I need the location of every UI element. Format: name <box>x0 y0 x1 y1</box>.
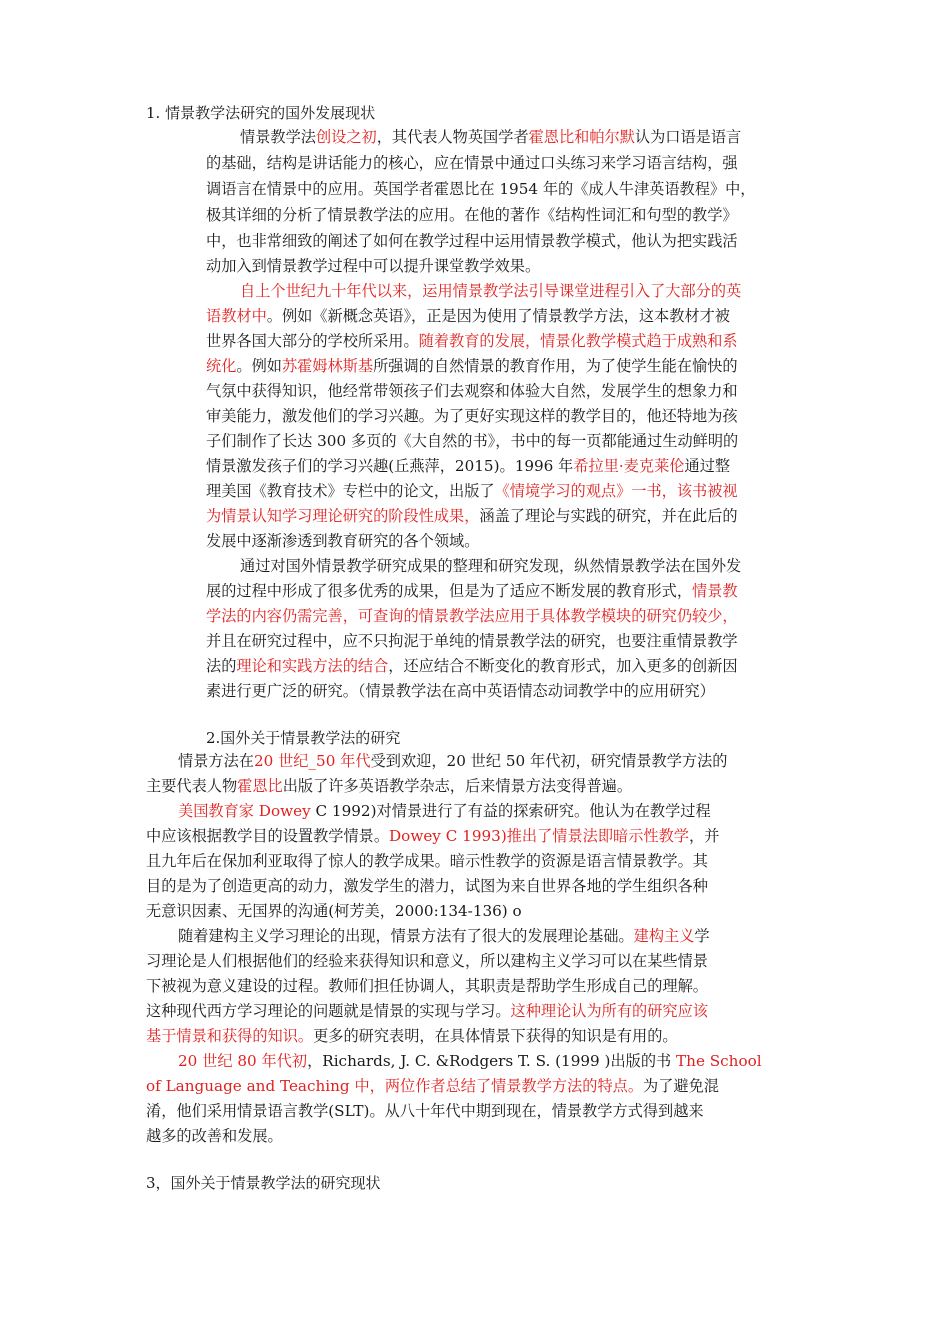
s1-p3-line1: 通过对国外情景教学研究成果的整理和研究发现，纵然情景教学法在国外发 <box>240 557 742 575</box>
s2-p1-line1: 情景方法在20 世纪_50 年代受到欢迎，20 世纪 50 年代初，研究情景教学方法的 <box>178 752 728 770</box>
s1-p1-line3: 调语言在情景中的应用。英国学者霍恩比在 1954 年的《成人牛津英语教程》中， <box>206 180 756 198</box>
s1-p3-line5: 法的理论和实践方法的结合，还应结合不断变化的教育形式，加入更多的创新因 <box>206 657 738 675</box>
s2-p3-line1: 随着建构主义学习理论的出现，情景方法有了很大的发展理论基础。建构主义学 <box>178 927 710 945</box>
s2-p3-line3: 下被视为意义建设的过程。教师们担任协调人，其职责是帮助学生形成自己的理解。 <box>146 977 708 995</box>
s1-p2-line9: 理美国《教育技术》专栏中的论文，出版了《情境学习的观点》一书，该书被视 <box>206 482 738 500</box>
text-run: 情景教学法 <box>240 128 316 146</box>
s1-p2-line7: 子们制作了长达 300 多页的《大自然的书》，书中的每一页都能通过生动鲜明的 <box>206 432 739 450</box>
s1-p1-line6: 动加入到情景教学过程中可以提升课堂教学效果。 <box>206 257 541 275</box>
text-run: 认为口语是语言 <box>634 128 742 146</box>
s1-p1-line1 <box>240 127 741 147</box>
s2-p4-line3: 淆，他们采用情景语言教学(SLT)。从八十年代中期到现在，情景教学方式得到越来 <box>146 1102 704 1120</box>
s2-p1-line2: 主要代表人物霍恩比出版了许多英语教学杂志，后来情景方法变得普遍。 <box>146 777 632 795</box>
s2-p2-line5: 无意识因素、无国界的沟通(柯芳美，2000:134-136) o <box>146 902 522 920</box>
s1-p1-line2: 的基础，结构是讲话能力的核心，应在情景中通过口头练习来学习语言结构，强 <box>206 154 738 172</box>
s1-p3-line6: 素进行更广泛的研究。（情景教学法在高中英语情态动词教学中的应用研究） <box>206 682 715 700</box>
s2-p3-line2: 习理论是人们根据他们的经验来获得知识和意义，所以建构主义学习可以在某些情景 <box>146 952 708 970</box>
highlight-run: 霍恩比和帕尔默 <box>528 128 635 146</box>
s2-p3-line4: 这种现代西方学习理论的问题就是情景的实现与学习。这种理论认为所有的研究应该 <box>146 1002 708 1020</box>
s1-p3-line2: 展的过程中形成了很多优秀的成果，但是为了适应不断发展的教育形式，情景教 <box>206 582 738 600</box>
s1-p2-line4: 统化。例如苏霍姆林斯基所强调的自然情景的教育作用，为了使学生能在愉快的 <box>206 357 738 375</box>
s1-p1-line4: 极其详细的分析了情景教学法的应用。在他的著作《结构性词汇和句型的教学》 <box>206 206 738 224</box>
s2-p4-line2: of Language and Teaching 中，两位作者总结了情景教学方法的特点。为了避免混 <box>146 1077 719 1095</box>
s1-p2-line1: 自上个世纪九十年代以来，运用情景教学法引导课堂进程引入了大部分的英 <box>240 282 742 300</box>
s1-p2-line8: 情景激发孩子们的学习兴趣(丘燕萍，2015)。1996 年希拉里·麦克莱伦通过整 <box>206 457 731 475</box>
s2-p4-line1: 20 世纪 80 年代初，Richards, J. C. &Rodgers T. S. (1999 )出版的书 The School <box>178 1052 762 1070</box>
s2-p2-line3: 且九年后在保加利亚取得了惊人的教学成果。暗示性教学的资源是语言情景教学。其 <box>146 852 708 870</box>
s2-p4-line4: 越多的改善和发展。 <box>146 1127 283 1145</box>
highlight-run: 创设之初 <box>315 128 377 146</box>
s1-p2-line11: 发展中逐渐渗透到教育研究的各个领域。 <box>206 532 480 550</box>
s1-p3-line3: 学法的内容仍需完善，可查询的情景教学法应用于具体教学模块的研究仍较少， <box>206 607 738 625</box>
s2-p3-line5: 基于情景和获得的知识。更多的研究表明，在具体情景下获得的知识是有用的。 <box>146 1027 678 1045</box>
s1-p2-line5: 气氛中获得知识，他经常带领孩子们去观察和体验大自然，发展学生的想象力和 <box>206 382 738 400</box>
s1-p2-line2: 语教材中。例如《新概念英语》，正是因为使用了情景教学方法，这本教材才被 <box>206 307 730 325</box>
s1-p2-line6: 审美能力，激发他们的学习兴趣。为了更好实现这样的教学目的，他还特地为孩 <box>206 407 738 425</box>
s1-p1-line5: 中，也非常细致的阐述了如何在教学过程中运用情景教学模式，他认为把实践活 <box>206 232 738 250</box>
s1-p3-line4: 并且在研究过程中，应不只拘泥于单纯的情景教学法的研究，也要注重情景教学 <box>206 632 738 650</box>
section3-heading: 3，国外关于情景教学法的研究现状 <box>146 1174 381 1192</box>
s1-p2-line3: 世界各国大部分的学校所采用。随着教育的发展，情景化教学模式趋于成熟和系 <box>206 332 738 350</box>
s2-p2-line4: 目的是为了创造更高的动力，激发学生的潜力，试图为来自世界各地的学生组织各种 <box>146 877 708 895</box>
s2-p2-line2: 中应该根据教学目的设置教学情景。Dowey C 1993)推出了情景法即暗示性教学，并 <box>146 827 720 845</box>
s1-p2-line10: 为情景认知学习理论研究的阶段性成果，涵盖了理论与实践的研究，并在此后的 <box>206 507 738 525</box>
s2-p2-line1: 美国教育家 Dowey C 1992)对情景进行了有益的探索研究。他认为在教学过程 <box>178 802 711 820</box>
section1-heading: 1. 情景教学法研究的国外发展现状 <box>146 104 376 122</box>
section2-heading: 2.国外关于情景教学法的研究 <box>206 729 401 747</box>
text-run: ，其代表人物英国学者 <box>376 128 529 146</box>
